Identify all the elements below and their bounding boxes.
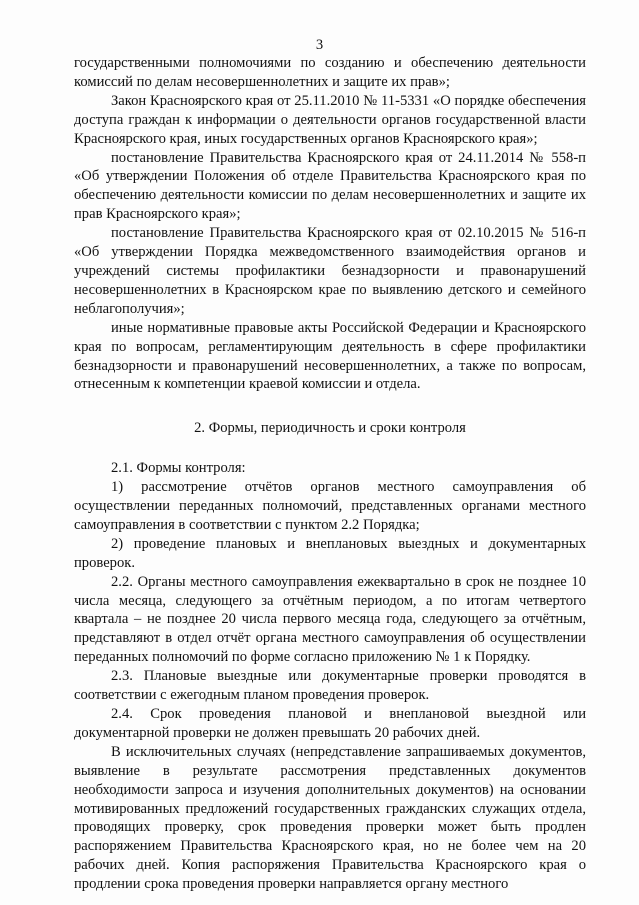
paragraph-law-11-5331: Закон Красноярского края от 25.11.2010 № 11-5331 «О порядке обеспечения доступа граждан к информации о деятельности органов государственной власти Красноярского края, иных государственных органов Красноярского края»; [74, 92, 586, 147]
paragraph-resolution-516-p: постановление Правительства Красноярского края от 02.10.2015 № 516-п «Об утверждении Порядка межведомственного взаимодействия органов и учреждений системы профилактики безнадзорности и правонарушений несовершеннолетних в Красноярском крае по выявлению детского и семейного неблагополучия»; [74, 225, 586, 317]
paragraph-2-1-item-2: 2) проведение плановых и внеплановых выездных и документарных проверок. [74, 535, 586, 571]
paragraph-other-acts: иные нормативные правовые акты Российской Федерации и Красноярского края по вопросам, регламентирующим деятельность в сфере профилактики безнадзорности и правонарушений несовершеннолетних, а также по вопросам, отнесенным к компетенции краевой комиссии и отдела. [74, 319, 586, 393]
paragraph-2-2: 2.2. Органы местного самоуправления ежеквартально в срок не позднее 10 числа месяца, следующего за отчётным периодом, а по итогам четвертого квартала – не позднее 20 числа первого месяца года, следующего за отчётным, представляют в отдел отчёт органа местного самоуправления об осуществлении переданных полномочий по форме согласно приложению № 1 к Порядку. [74, 573, 586, 666]
paragraph-2-1: 2.1. Формы контроля: [111, 460, 246, 477]
paragraph-continuation: государственными полномочиями по созданию и обеспечению деятельности комиссий по делам несовершеннолетних и защите их прав»; [74, 55, 586, 90]
paragraph-2-4: 2.4. Срок проведения плановой и внеплановой выездной или документарной проверки не должен превышать 20 рабочих дней. [74, 706, 586, 741]
paragraph-exceptional-cases: В исключительных случаях (непредставление запрашиваемых документов, выявление в результате рассмотрения представленных документов необходимости запроса и изучения дополнительных документов) на основании мотивированных предложений государственных гражданских служащих отдела, проводящих проверку, срок проведения проверки может быть продлен распоряжением Правительства Красноярского края, но не более чем на 20 рабочих дней. Копия распоряжения Правительства Красноярского края о продлении срока проведения проверки направляется органу местного [74, 743, 586, 893]
paragraph-2-1-item-1: 1) рассмотрение отчётов органов местного самоуправления об осуществлении переданных полномочий, представленных органами местного самоуправления в соответствии с пунктом 2.2 Порядка; [74, 479, 586, 533]
paragraph-2-3: 2.3. Плановые выездные или документарные проверки проводятся в соответствии с ежегодным планом проведения проверок. [74, 668, 586, 704]
page-number: 3 [315, 37, 324, 53]
paragraph-resolution-558-p: постановление Правительства Красноярского края от 24.11.2014 № 558-п «Об утверждении Положения об отделе Правительства Красноярского края по обеспечению деятельности комиссии по делам несовершеннолетних и защите их прав Красноярского края»; [74, 149, 586, 223]
section-heading: 2. Формы, периодичность и сроки контроля [194, 420, 466, 437]
document-body [74, 54, 586, 894]
